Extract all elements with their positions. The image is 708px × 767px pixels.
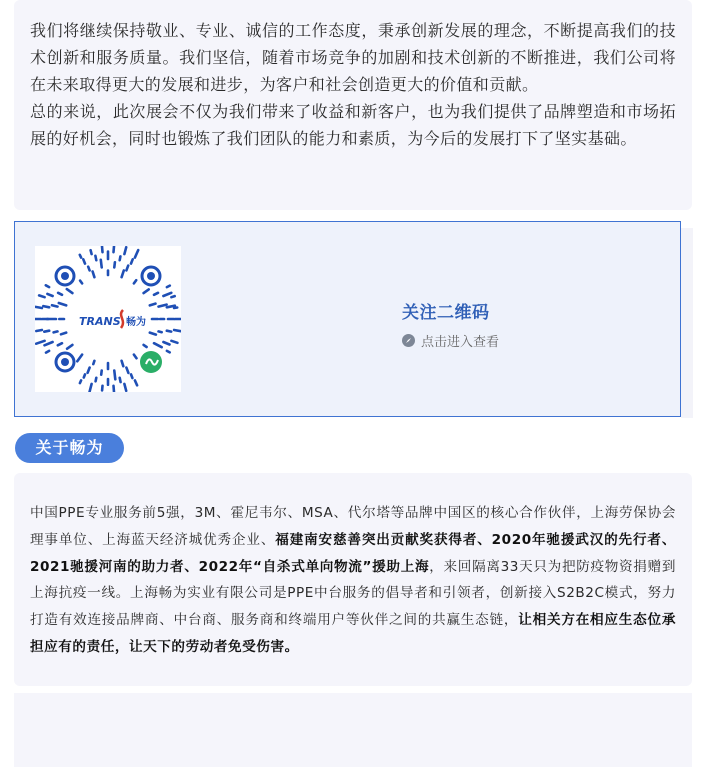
qr-ray — [167, 286, 170, 288]
qr-ray — [88, 267, 89, 271]
qr-ray — [58, 343, 62, 345]
qr-enter-link[interactable] — [402, 331, 499, 350]
qr-ray — [80, 255, 81, 258]
qr-ray — [114, 262, 115, 267]
qr-ray — [58, 293, 62, 295]
qr-subtitle[interactable]: 点击进入查看 — [421, 335, 500, 350]
qr-ray — [59, 303, 66, 305]
qr-card-edge-shade — [681, 228, 693, 418]
section-tag-about: 关于畅为 — [15, 433, 124, 463]
qr-ray — [91, 250, 92, 254]
logo-brand-text: TRANS — [79, 315, 121, 328]
qr-ray — [163, 342, 169, 345]
qr-ray — [101, 260, 102, 268]
qr-ray — [67, 345, 72, 349]
qr-ray — [46, 285, 49, 287]
qr-ray — [124, 384, 126, 391]
qr-ray — [95, 256, 96, 260]
qr-ray — [167, 331, 171, 332]
qr-ray — [83, 259, 85, 263]
qr-ray — [122, 361, 124, 366]
qr-ray — [88, 368, 90, 373]
qr-ray — [135, 250, 138, 258]
qr-ray — [36, 307, 42, 308]
compass-icon — [402, 334, 415, 347]
qr-ray — [80, 281, 82, 284]
qr-ray — [120, 256, 121, 260]
qr-finder-bottom-left — [56, 353, 74, 371]
qr-ray — [154, 293, 158, 295]
qr-card[interactable] — [14, 221, 681, 417]
qr-ray — [131, 259, 133, 263]
about-card — [14, 473, 692, 686]
qr-ray — [174, 330, 181, 331]
qr-ray — [122, 271, 124, 278]
qr-ray — [150, 304, 156, 306]
qr-ray — [159, 305, 167, 307]
qr-ray — [45, 342, 53, 345]
qr-ray — [47, 294, 52, 296]
qr-ray — [43, 306, 49, 307]
qr-ray — [159, 331, 162, 332]
qr-ray — [102, 246, 103, 252]
qr-finder-top-right — [142, 267, 160, 285]
about-text-2: ，来回隔离33天只为把防疫物资捐赠到上海抗疫一线。上海畅为实业有限公司是PPE中台服务的倡导者和引领者，创新接入S2B2C模式，努力打造有效连接品牌商、中台商、服务商和终端用户等伙伴之间的共赢生态链， — [30, 558, 676, 629]
qr-ray — [93, 272, 95, 278]
qr-ray — [44, 331, 49, 332]
qr-ray — [150, 333, 156, 335]
qr-ray — [134, 355, 137, 359]
mini-program-qr-code[interactable] — [35, 246, 181, 392]
qr-ray — [171, 341, 177, 343]
qr-ray — [114, 371, 115, 380]
qr-ray — [154, 343, 162, 347]
about-text-1: 中国PPE专业服务前5强，3M、霍尼韦尔、MSA、代尔塔等品牌中国区的核心合作伙伴，上海劳保协会理事单位、上海蓝天经济城优秀企业、 — [30, 505, 676, 548]
qr-ray — [144, 345, 147, 347]
qr-ray — [144, 289, 149, 293]
qr-ray — [36, 341, 44, 344]
about-paragraph — [14, 473, 692, 661]
about-bold-1: 福建南安慈善突出贡献奖获得者、2020年驰援武汉的先行者、2021驰援河南的助力者、2022年“自杀式单向物流”援助上海 — [30, 531, 676, 575]
qr-ray — [89, 384, 91, 392]
qr-ray — [120, 378, 121, 382]
qr-ray — [46, 351, 49, 353]
intro-paragraph-1: 我们将继续保持敬业、专业、诚信的工作态度，秉承创新发展的理念，不断提高我们的技术创新和服务质量。我们坚信，随着市场竞争的加剧和技术创新的不断推进，我们公司将在未来取得更大的发展和进步，为客户和社会创造更大的价值和贡献。 — [30, 21, 676, 94]
qr-ray — [163, 293, 171, 296]
qr-ray — [114, 246, 115, 252]
logo-cn-text: 畅为 — [126, 317, 146, 328]
qr-ray — [96, 378, 97, 382]
qr-finder-top-left — [56, 267, 74, 285]
qr-ray — [134, 280, 136, 283]
qr-ray — [54, 331, 58, 332]
about-bold-2: 让相关方在相应生态位承担应有的责任，让天下的劳动者免受伤害。 — [30, 612, 676, 655]
qr-ray — [135, 380, 137, 385]
qr-ray — [80, 380, 81, 383]
qr-ray — [52, 305, 58, 306]
qr-ray — [131, 374, 132, 378]
page-bottom-background — [14, 693, 692, 767]
qr-ray — [93, 361, 94, 364]
qr-code-graphic — [35, 246, 181, 392]
qr-ray — [124, 247, 126, 254]
qr-ray — [77, 355, 82, 362]
intro-card — [14, 0, 692, 210]
qr-ray — [36, 330, 42, 331]
qr-ray — [126, 266, 128, 271]
qr-ray — [39, 295, 45, 297]
qr-ray — [101, 371, 102, 375]
qr-ray — [167, 351, 170, 353]
qr-ray — [174, 308, 177, 309]
qr-ray — [126, 368, 128, 373]
qr-ray — [114, 386, 115, 392]
qr-ray — [67, 289, 73, 293]
qr-title[interactable]: 关注二维码 — [402, 303, 490, 323]
qr-ray — [171, 296, 174, 297]
qr-ray — [84, 374, 85, 377]
qr-ray — [61, 333, 66, 335]
intro-paragraph-2: 总的来说，此次展会不仅为我们带来了收益和新客户，也为我们提供了品牌塑造和市场拓展的好机会，同时也锻炼了我们团队的能力和素质，为今后的发展打下了坚实基础。 — [30, 102, 676, 148]
